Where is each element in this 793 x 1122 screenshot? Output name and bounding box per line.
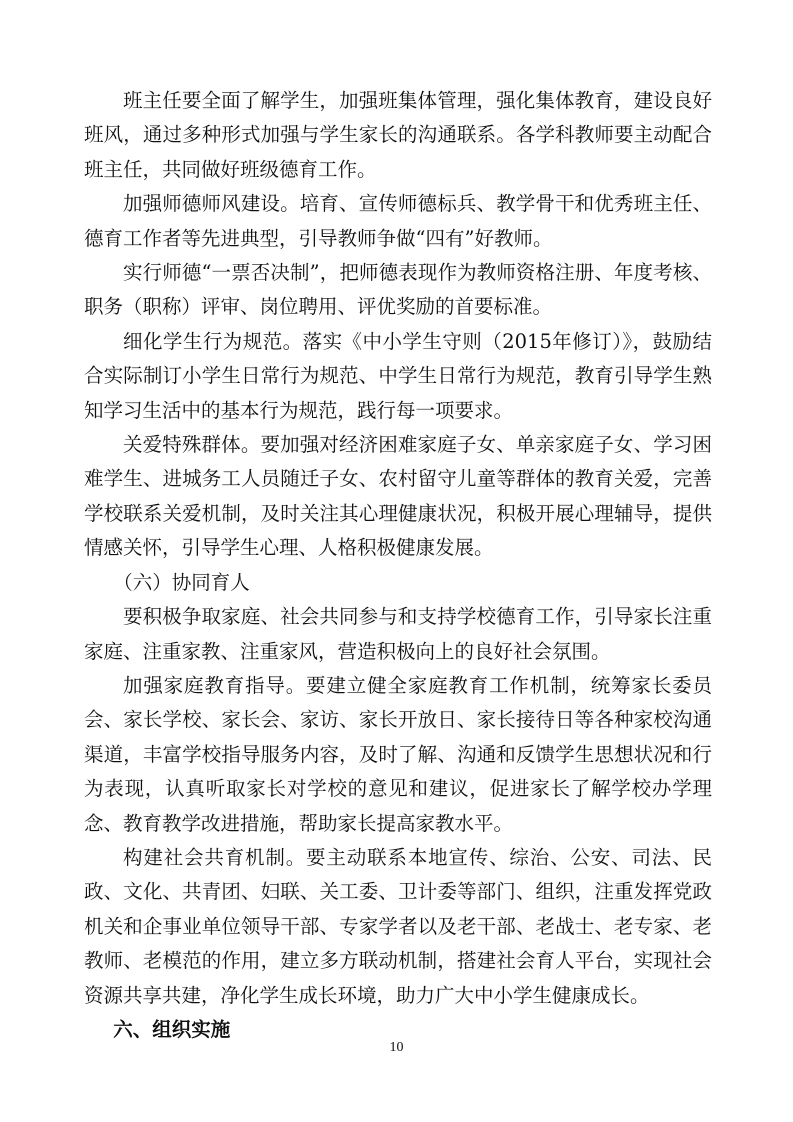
page-number: 10 bbox=[389, 1040, 404, 1055]
paragraph-student-conduct: 细化学生行为规范。落实《中小学生守则（2015年修订）》，鼓励结合实际制订小学生日常行为规范、中学生日常行为规范，教育引导学生熟知学习生活中的基本行为规范，践行每一项要求。 bbox=[84, 329, 712, 422]
subsection-heading: （六）协同育人 bbox=[113, 570, 250, 594]
section-heading: 六、组织实施 bbox=[113, 1017, 231, 1041]
paragraph-teacher-ethics: 加强师德师风建设。培育、宣传师德标兵、教学骨干和优秀班主任、德育工作者等先进典型，引导教师争做“四有”好教师。 bbox=[84, 192, 712, 250]
paragraph-social-coeducation: 构建社会共育机制。要主动联系本地宣传、综治、公安、司法、民政、文化、共青团、妇联、关工委、卫计委等部门、组织，注重发挥党政机关和企事业单位领导干部、专家学者以及老干部、老战士、老专家、老教师、老模范的作用，建立多方联动机制，搭建社会育人平台，实现社会资源共享共建，净化学生成长环境，助力广大中小学生健康成长。 bbox=[84, 845, 712, 1007]
paragraph-family-society: 要积极争取家庭、社会共同参与和支持学校德育工作，引导家长注重家庭、注重家教、注重家风，营造积极向上的良好社会氛围。 bbox=[84, 605, 712, 663]
paragraph-ethics-veto: 实行师德“一票否决制”，把师德表现作为教师资格注册、年度考核、职务（职称）评审、岗位聘用、评优奖励的首要标准。 bbox=[84, 261, 712, 319]
paragraph-special-groups: 关爱特殊群体。要加强对经济困难家庭子女、单亲家庭子女、学习困难学生、进城务工人员随迁子女、农村留守儿童等群体的教育关爱，完善学校联系关爱机制，及时关注其心理健康状况，积极开展心理辅导，提供情感关怀，引导学生心理、人格积极健康发展。 bbox=[84, 433, 712, 560]
paragraph-class-teacher: 班主任要全面了解学生，加强班集体管理，强化集体教育，建设良好班风，通过多种形式加强与学生家长的沟通联系。各学科教师要主动配合班主任，共同做好班级德育工作。 bbox=[84, 89, 712, 181]
paragraph-family-education: 加强家庭教育指导。要建立健全家庭教育工作机制，统筹家长委员会、家长学校、家长会、家访、家长开放日、家长接待日等各种家校沟通渠道，丰富学校指导服务内容，及时了解、沟通和反馈学生思想状况和行为表现，认真听取家长对学校的意见和建议，促进家长了解学校办学理念、教育教学改进措施，帮助家长提高家教水平。 bbox=[84, 673, 712, 835]
document-body bbox=[84, 84, 712, 1047]
